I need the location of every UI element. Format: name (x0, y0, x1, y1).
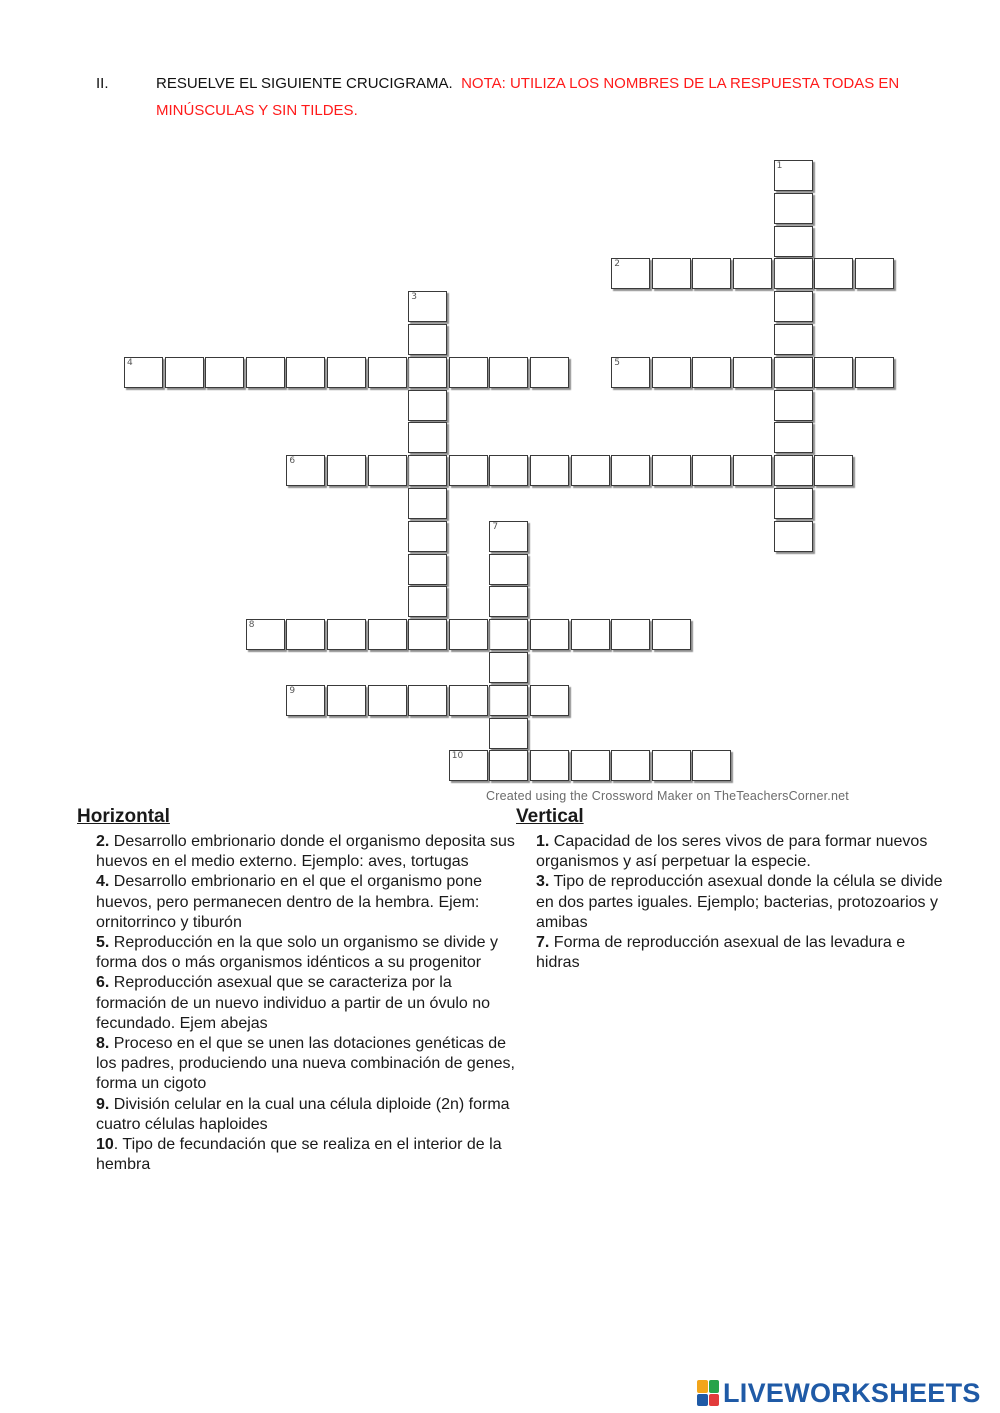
crossword-cell[interactable] (692, 258, 731, 289)
cell-input[interactable] (409, 489, 446, 518)
cell-input[interactable] (775, 423, 812, 452)
crossword-cell[interactable] (814, 455, 853, 486)
crossword-cell[interactable] (774, 488, 813, 519)
logo-text: LIVEWORKSHEETS (723, 1377, 981, 1408)
crossword-cell[interactable] (774, 324, 813, 355)
cell-input[interactable] (775, 161, 812, 190)
cell-number: 4 (127, 357, 133, 368)
crossword-cell[interactable] (489, 521, 528, 552)
cell-number: 3 (411, 292, 417, 303)
cell-number: 2 (614, 259, 620, 270)
cell-input[interactable] (409, 686, 446, 715)
crossword-cell[interactable] (774, 422, 813, 453)
crossword-cell[interactable] (286, 455, 325, 486)
cell-input[interactable] (734, 358, 771, 387)
clue-across-10: 10. Tipo de fecundación que se realiza en el interior de la hembra (96, 1136, 502, 1174)
crossword-cell[interactable] (246, 619, 285, 650)
crossword-cell[interactable] (530, 685, 569, 716)
crossword-cell[interactable] (449, 357, 488, 388)
crossword-cell[interactable] (449, 750, 488, 781)
cell-input[interactable] (409, 456, 446, 485)
crossword-cell[interactable] (408, 554, 447, 585)
cell-number: 10 (451, 751, 464, 762)
cell-input[interactable] (409, 292, 446, 321)
clue-across-5: 5. Reproducción en la que solo un organismo se divide y forma dos o más organismos idénticos a su progenitor (96, 934, 499, 972)
cell-input[interactable] (775, 259, 812, 288)
crossword-cell[interactable] (408, 685, 447, 716)
horizontal-clue-list (77, 832, 517, 1175)
crossword-cell[interactable] (774, 193, 813, 224)
cell-input[interactable] (328, 358, 365, 387)
crossword-cell[interactable] (205, 357, 244, 388)
cell-input[interactable] (490, 751, 527, 780)
crossword-cell[interactable] (489, 619, 528, 650)
crossword-cell[interactable] (652, 357, 691, 388)
crossword-cell[interactable] (124, 357, 163, 388)
crossword-cell[interactable] (327, 685, 366, 716)
cell-input[interactable] (653, 620, 690, 649)
cell-input[interactable] (287, 358, 324, 387)
clue-across-6: 6. Reproducción asexual que se caracteriza por la formación de un nuevo individuo a partir de un óvulo no fecundado. Ejem abejas (96, 974, 491, 1032)
cell-input[interactable] (612, 358, 649, 387)
cell-input[interactable] (247, 358, 284, 387)
cell-input[interactable] (490, 587, 527, 616)
clue-across-8: 8. Proceso en el que se unen las dotaciones genéticas de los padres, produciendo una nueva combinación de genes, forma un cigoto (96, 1035, 515, 1093)
crossword-cell[interactable] (774, 357, 813, 388)
crossword-cell[interactable] (286, 619, 325, 650)
cell-input[interactable] (531, 456, 568, 485)
cell-input[interactable] (490, 653, 527, 682)
cell-number: 8 (248, 620, 255, 631)
cell-input[interactable] (328, 456, 365, 485)
cell-input[interactable] (490, 555, 527, 584)
cell-input[interactable] (572, 620, 609, 649)
crossword-cell[interactable] (327, 455, 366, 486)
crossword-cell[interactable] (692, 750, 731, 781)
cell-input[interactable] (612, 259, 649, 288)
cell-input[interactable] (490, 358, 527, 387)
cell-input[interactable] (734, 259, 771, 288)
cell-input[interactable] (775, 194, 812, 223)
cell-input[interactable] (653, 751, 690, 780)
crossword-cell[interactable] (286, 357, 325, 388)
cell-input[interactable] (287, 620, 324, 649)
crossword-cell[interactable] (611, 455, 650, 486)
cell-input[interactable] (490, 686, 527, 715)
cell-input[interactable] (572, 456, 609, 485)
crossword-credit: Created using the Crossword Maker on TheTeachersCorner.net (486, 789, 849, 803)
crossword-cell[interactable] (571, 619, 610, 650)
cell-input[interactable] (815, 259, 852, 288)
vertical-title: Vertical (516, 806, 584, 827)
cell-input[interactable] (125, 358, 162, 387)
cell-input[interactable] (166, 358, 203, 387)
crossword-cell[interactable] (652, 258, 691, 289)
horizontal-clues (77, 806, 517, 1175)
cell-input[interactable] (531, 686, 568, 715)
crossword-cell[interactable] (408, 586, 447, 617)
crossword-cell[interactable] (368, 619, 407, 650)
cell-input[interactable] (775, 227, 812, 256)
crossword-cell[interactable] (408, 488, 447, 519)
cell-input[interactable] (328, 686, 365, 715)
cell-input[interactable] (409, 522, 446, 551)
liveworksheets-logo (697, 1378, 981, 1408)
cell-input[interactable] (369, 620, 406, 649)
cell-input[interactable] (450, 686, 487, 715)
crossword-cell[interactable] (408, 455, 447, 486)
crossword-cell[interactable] (530, 455, 569, 486)
cell-input[interactable] (450, 620, 487, 649)
cell-input[interactable] (409, 555, 446, 584)
cell-input[interactable] (490, 719, 527, 748)
crossword-cell[interactable] (489, 554, 528, 585)
crossword-cell[interactable] (733, 258, 772, 289)
crossword-cell[interactable] (733, 455, 772, 486)
cell-input[interactable] (531, 751, 568, 780)
cell-input[interactable] (450, 751, 487, 780)
crossword-cell[interactable] (327, 619, 366, 650)
cell-input[interactable] (693, 358, 730, 387)
crossword-cell[interactable] (814, 357, 853, 388)
crossword-cell[interactable] (408, 521, 447, 552)
crossword-cell[interactable] (571, 750, 610, 781)
vertical-clues (516, 806, 946, 973)
crossword-cell[interactable] (611, 619, 650, 650)
crossword-cell[interactable] (611, 258, 650, 289)
cell-number: 7 (492, 521, 499, 532)
clue-across-4: 4. Desarrollo embrionario en el que el organismo pone huevos, pero permanecen dentro de la hembra. Ejem: ornitorrinco y tiburón (96, 873, 482, 931)
clue-down-1: 1. Capacidad de los seres vivos de para formar nuevos organismos y así perpetuar la especie. (536, 833, 928, 871)
crossword-cell[interactable] (814, 258, 853, 289)
cell-input[interactable] (815, 456, 852, 485)
crossword-cell[interactable] (571, 455, 610, 486)
crossword-cell[interactable] (652, 619, 691, 650)
cell-input[interactable] (206, 358, 243, 387)
cell-input[interactable] (490, 456, 527, 485)
crossword-cell[interactable] (489, 652, 528, 683)
crossword-cell[interactable] (774, 291, 813, 322)
cell-input[interactable] (490, 522, 527, 551)
liveworksheets-logo-icon (697, 1380, 719, 1406)
cell-input[interactable] (369, 686, 406, 715)
cell-input[interactable] (612, 620, 649, 649)
crossword-cell[interactable] (408, 619, 447, 650)
cell-input[interactable] (450, 358, 487, 387)
crossword-cell[interactable] (368, 455, 407, 486)
crossword-cell[interactable] (530, 750, 569, 781)
cell-input[interactable] (531, 358, 568, 387)
cell-input[interactable] (409, 423, 446, 452)
crossword-cell[interactable] (489, 750, 528, 781)
cell-input[interactable] (775, 456, 812, 485)
crossword-cell[interactable] (652, 455, 691, 486)
clue-down-3: 3. Tipo de reproducción asexual donde la célula se divide en dos partes iguales. Ejemplo; bacterias, protozoarios y amibas (536, 873, 943, 931)
crossword-cell[interactable] (530, 357, 569, 388)
cell-input[interactable] (247, 620, 284, 649)
cell-input[interactable] (490, 620, 527, 649)
cell-input[interactable] (572, 751, 609, 780)
crossword-cell[interactable] (449, 455, 488, 486)
cell-input[interactable] (693, 751, 730, 780)
crossword-cell[interactable] (408, 291, 447, 322)
cell-input[interactable] (693, 259, 730, 288)
cell-input[interactable] (653, 358, 690, 387)
cell-input[interactable] (653, 259, 690, 288)
cell-input[interactable] (612, 751, 649, 780)
cell-input[interactable] (693, 456, 730, 485)
cell-input[interactable] (775, 358, 812, 387)
cell-input[interactable] (409, 587, 446, 616)
crossword-cell[interactable] (489, 357, 528, 388)
crossword-cell[interactable] (530, 619, 569, 650)
crossword-cell[interactable] (611, 750, 650, 781)
crossword-cell[interactable] (246, 357, 285, 388)
crossword-cell[interactable] (408, 357, 447, 388)
crossword-cell[interactable] (408, 422, 447, 453)
crossword-cell[interactable] (489, 718, 528, 749)
crossword-cell[interactable] (327, 357, 366, 388)
crossword-cell[interactable] (652, 750, 691, 781)
horizontal-title: Horizontal (77, 806, 170, 827)
crossword-cell[interactable] (692, 455, 731, 486)
clue-down-7: 7. Forma de reproducción asexual de las levadura e hidras (536, 934, 906, 972)
crossword-cell[interactable] (408, 324, 447, 355)
cell-number: 9 (289, 685, 296, 696)
crossword-cell[interactable] (408, 390, 447, 421)
section-number: II. (96, 75, 109, 92)
cell-input[interactable] (856, 358, 893, 387)
crossword-cell[interactable] (611, 357, 650, 388)
crossword-cell[interactable] (733, 357, 772, 388)
cell-input[interactable] (450, 456, 487, 485)
crossword-cell[interactable] (449, 619, 488, 650)
cell-input[interactable] (775, 325, 812, 354)
cell-input[interactable] (775, 489, 812, 518)
cell-input[interactable] (409, 325, 446, 354)
crossword-cell[interactable] (489, 586, 528, 617)
crossword-cell[interactable] (774, 521, 813, 552)
cell-input[interactable] (287, 686, 324, 715)
crossword-cell[interactable] (368, 357, 407, 388)
cell-input[interactable] (653, 456, 690, 485)
crossword-cell[interactable] (692, 357, 731, 388)
crossword-cell[interactable] (774, 258, 813, 289)
cell-input[interactable] (775, 522, 812, 551)
crossword-cell[interactable] (286, 685, 325, 716)
cell-input[interactable] (734, 456, 771, 485)
cell-input[interactable] (775, 292, 812, 321)
crossword-cell[interactable] (855, 258, 894, 289)
clue-across-2: 2. Desarrollo embrionario donde el organismo deposita sus huevos en el medio externo. Ejemplo: aves, tortugas (96, 833, 515, 871)
cell-input[interactable] (856, 259, 893, 288)
instruction-main: RESUELVE EL SIGUIENTE CRUCIGRAMA. (156, 75, 453, 92)
cell-input[interactable] (775, 391, 812, 420)
cell-number: 6 (289, 456, 296, 467)
crossword-cell[interactable] (774, 160, 813, 191)
cell-input[interactable] (409, 620, 446, 649)
cell-input[interactable] (531, 620, 568, 649)
crossword-cell[interactable] (368, 685, 407, 716)
crossword-cell[interactable] (774, 390, 813, 421)
crossword-cell[interactable] (489, 685, 528, 716)
cell-input[interactable] (287, 456, 324, 485)
cell-input[interactable] (815, 358, 852, 387)
instruction-note: NOTA: UTILIZA LOS NOMBRES DE LA RESPUESTA TODAS EN MINÚSCULAS Y SIN TILDES. (156, 75, 900, 119)
clue-across-9: 9. División celular en la cual una célula diploide (2n) forma cuatro células haploides (96, 1095, 510, 1133)
cell-number: 5 (614, 357, 620, 368)
cell-input[interactable] (409, 358, 446, 387)
vertical-clue-list (516, 832, 946, 973)
crossword-cell[interactable] (774, 455, 813, 486)
cell-input[interactable] (369, 456, 406, 485)
cell-input[interactable] (612, 456, 649, 485)
crossword-cell[interactable] (165, 357, 204, 388)
cell-number: 1 (776, 161, 783, 171)
crossword-cell[interactable] (855, 357, 894, 388)
cell-input[interactable] (369, 358, 406, 387)
crossword-cell[interactable] (449, 685, 488, 716)
cell-input[interactable] (328, 620, 365, 649)
crossword-cell[interactable] (774, 226, 813, 257)
crossword-cell[interactable] (489, 455, 528, 486)
cell-input[interactable] (409, 391, 446, 420)
